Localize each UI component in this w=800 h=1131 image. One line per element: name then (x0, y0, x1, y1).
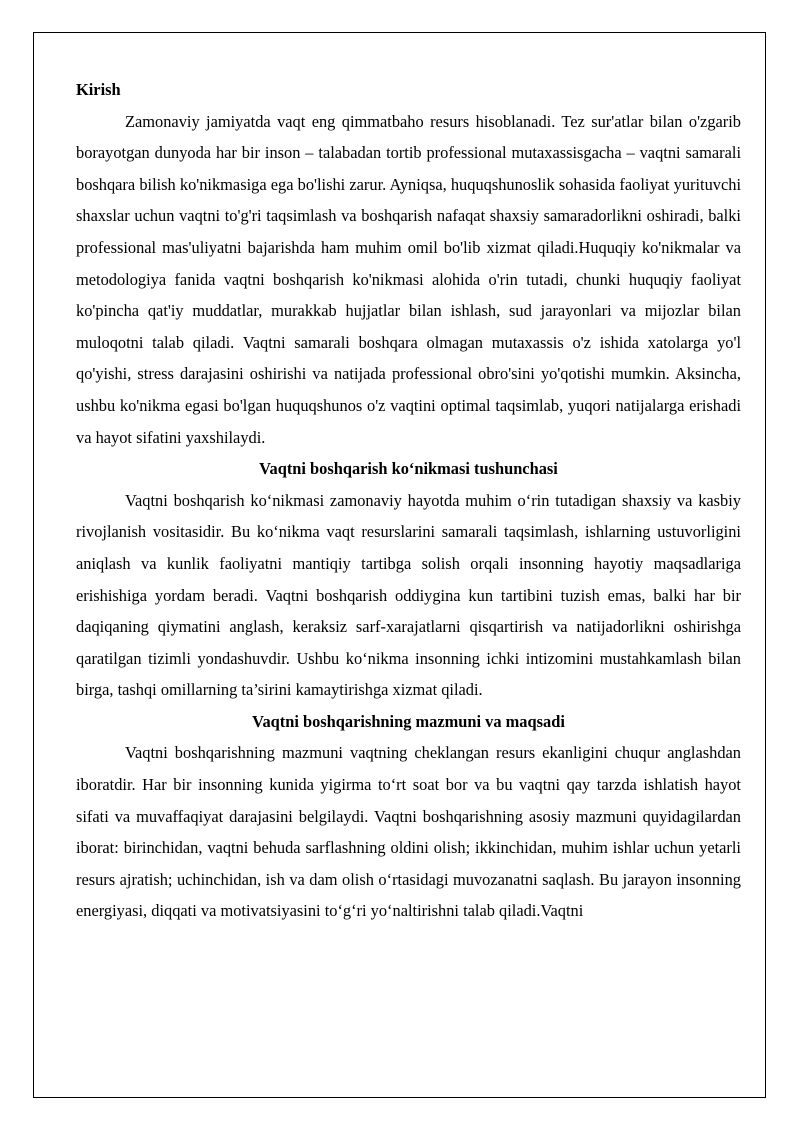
content-purpose-paragraph: Vaqtni boshqarishning mazmuni vaqtning cheklangan resurs ekanligini chuqur anglashdan iboratdir. Har bir insonning kunida yigirma to‘rt soat bor va bu vaqtni qay tarzda ishlatish hayot sifati va muvaffaqiyat darajasini belgilaydi. Vaqtni boshqarishning asosiy mazmuni quyidagilardan iborat: birinchidan, vaqtni behuda sarflashning oldini olish; ikkinchidan, muhim ishlar uchun yetarli resurs ajratish; uchinchidan, ish va dam olish o‘rtasidagi muvozanatni saqlash. Bu jarayon insonning energiyasi, diqqati va motivatsiyasini to‘g‘ri yo‘naltirishni talab qiladi.Vaqtni (76, 743, 741, 921)
section-heading-content-purpose: Vaqtni boshqarishning mazmuni va maqsadi (252, 711, 565, 731)
document-body (76, 74, 741, 927)
intro-paragraph: Zamonaviy jamiyatda vaqt eng qimmatbaho resurs hisoblanadi. Tez sur'atlar bilan o'zgarib borayotgan dunyoda har bir inson – talabadan tortib professional mutaxassisgacha – vaqtni samarali boshqara bilish ko'nikmasiga ega bo'lishi zarur. Ayniqsa, huquqshunoslik sohasida faoliyat yurituvchi shaxslar uchun vaqtni to'g'ri taqsimlash va boshqarish nafaqat shaxsiy samaradorlikni oshiradi, balki professional mas'uliyatni bajarishda ham muhim omil bo'lib xizmat qiladi.Huquqiy ko'nikmalar va metodologiya fanida vaqtni boshqarish ko'nikmasi alohida o'rin tutadi, chunki huquqiy faoliyat ko'pincha qat'iy muddatlar, murakkab hujjatlar bilan ishlash, sud jarayonlari va mijozlar bilan muloqotni talab qiladi. Vaqtni samarali boshqara olmagan mutaxassis o'z ishida xatolarga yo'l qo'yishi, stress darajasini oshirishi va natijada professional obro'sini yo'qotishi mumkin. Aksincha, ushbu ko'nikma egasi bo'lgan huquqshunos o'z vaqtini optimal taqsimlab, yuqori natijalarga erishadi va hayot sifatini yaxshilaydi. (76, 111, 741, 447)
concept-paragraph: Vaqtni boshqarish ko‘nikmasi zamonaviy hayotda muhim o‘rin tutadigan shaxsiy va kasbiy rivojlanish vositasidir. Bu ko‘nikma vaqt resurslarini samarali taqsimlash, ishlarning ustuvorligini aniqlash va kunlik faoliyatni mantiqiy tartibga solish orqali insonning hayotiy maqsadlariga erishishiga yordam beradi. Vaqtni boshqarish oddiygina kun tartibini tuzish emas, balki har bir daqiqaning qiymatini anglash, keraksiz sarf-xarajatlarni qisqartirish va natijadorlikni oshirishga qaratilgan tizimli yondashuvdir. Ushbu ko‘nikma insonning ichki intizomini mustahkamlash bilan birga, tashqi omillarning ta’sirini kamaytirishga xizmat qiladi. (76, 490, 741, 700)
intro-heading: Kirish (76, 80, 121, 99)
section-heading-concept: Vaqtni boshqarish ko‘nikmasi tushunchasi (259, 459, 558, 479)
